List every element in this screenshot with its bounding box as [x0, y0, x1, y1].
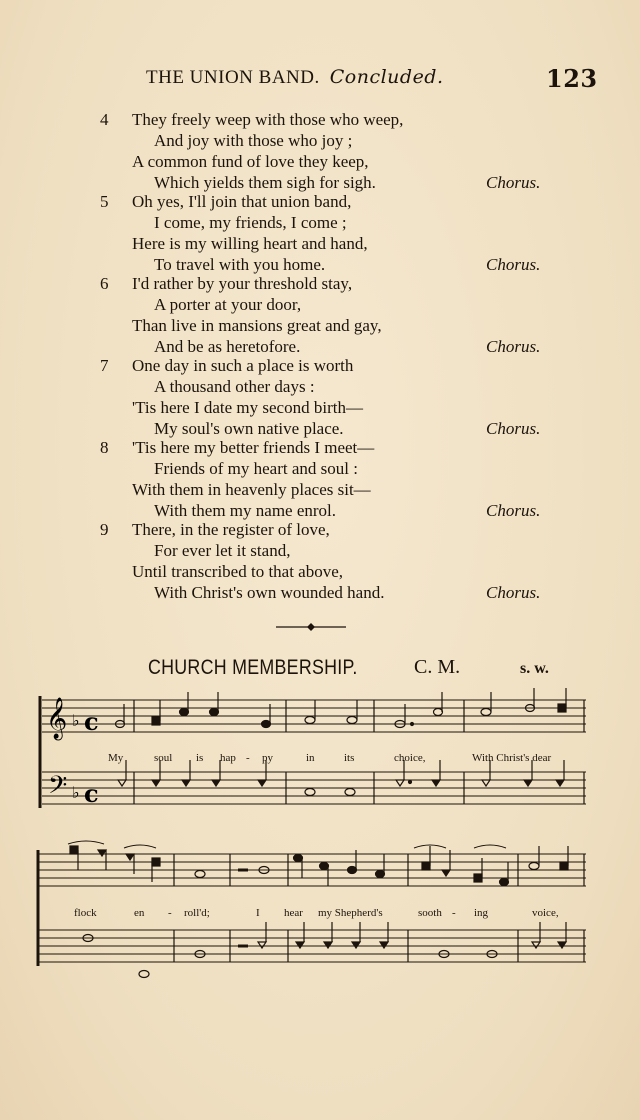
lyric-syllable: sooth [418, 907, 442, 919]
stanza [100, 519, 570, 603]
lyric-syllable: - [168, 907, 172, 919]
slurs-2 [68, 841, 506, 848]
stanza-line: And joy with those who joy ; [154, 131, 353, 150]
staff-bass-2 [38, 930, 586, 962]
lyric-syllable: - [452, 907, 456, 919]
stanza-number: 4 [100, 110, 109, 129]
stanza-line: There, in the register of love, [132, 520, 330, 539]
hymn-composer: s. w. [520, 660, 549, 677]
page-title: THE UNION BAND. [146, 67, 320, 88]
concluded-label: Concluded. [329, 66, 444, 88]
stanza-number: 7 [100, 356, 109, 375]
stanza-line: A thousand other days : [154, 377, 315, 396]
stanza [100, 273, 570, 357]
lyric-syllable: my Shepherd's [318, 907, 383, 919]
lyric-syllable: ing [474, 907, 489, 919]
hymn-meter: C. M. [414, 656, 461, 678]
stanza-line: 'Tis here my better friends I meet— [132, 438, 375, 457]
hymn-title: CHURCH MEMBERSHIP. [148, 656, 358, 679]
stanza [100, 437, 570, 521]
lyric-syllable: is [196, 752, 204, 764]
stanza-line: A porter at your door, [154, 295, 302, 314]
stanza [100, 191, 570, 275]
stanza-line: To travel with you home. [154, 255, 326, 274]
chorus-label: Chorus. [486, 337, 541, 356]
lyric-syllable: - [246, 752, 250, 764]
stanza-line: 'Tis here I date my second birth— [132, 398, 363, 417]
stanza-line: Until transcribed to that above, [132, 562, 344, 581]
lyric-syllable: hear [284, 907, 303, 919]
lyric-syllable: py [262, 752, 273, 764]
notes-bass-1 [118, 760, 564, 796]
stanza-number: 9 [100, 520, 109, 539]
stanza-line: With them in heavenly places sit— [132, 480, 371, 499]
stanza-line: My soul's own native place. [154, 419, 344, 438]
treble-clef-icon: 𝄞 [46, 698, 68, 739]
lyric-syllable: voice, [532, 907, 559, 919]
flat-key-bass-icon: ♭ [72, 783, 80, 802]
stanza-number: 8 [100, 438, 109, 457]
stanza-number: 6 [100, 274, 109, 293]
chorus-label: Chorus. [486, 583, 541, 602]
lyric-syllable: roll'd; [184, 907, 210, 919]
music-system-2 [34, 840, 594, 985]
common-time-icon: c [84, 707, 99, 736]
staff-bass-1 [42, 772, 586, 804]
page-number: 123 [546, 64, 598, 93]
stanza-number: 5 [100, 192, 109, 211]
running-head [146, 64, 598, 93]
stanza-line: A common fund of love they keep, [132, 152, 369, 171]
stanza-line: Which yields them sigh for sigh. [154, 173, 376, 192]
lyric-syllable: I [256, 907, 260, 919]
chorus-label: Chorus. [486, 173, 541, 192]
notes-treble-2 [70, 846, 568, 886]
stanza-line: With them my name enrol. [154, 501, 337, 520]
bass-clef-icon: 𝄢 [48, 771, 68, 806]
stanza-line: I'd rather by your threshold stay, [132, 274, 353, 293]
lyric-syllable: My [108, 752, 124, 764]
lyric-syllable: en [134, 907, 145, 919]
stanza-line: One day in such a place is worth [132, 356, 354, 375]
stanza-line: For ever let it stand, [154, 541, 291, 560]
common-time-bass-icon: c [84, 779, 99, 808]
stanza-line: Oh yes, I'll join that union band, [132, 192, 352, 211]
stanza-line: Friends of my heart and soul : [154, 459, 358, 478]
stanza-line: I come, my friends, I come ; [154, 213, 347, 232]
lyric-syllable: soul [154, 752, 173, 764]
chorus-label: Chorus. [486, 419, 541, 438]
lyric-syllable: in [306, 752, 315, 764]
ornament-divider [276, 622, 346, 632]
stanza-line: And be as heretofore. [154, 337, 301, 356]
chorus-label: Chorus. [486, 255, 541, 274]
stanza-line: Here is my willing heart and hand, [132, 234, 368, 253]
stanza-line: With Christ's own wounded hand. [154, 583, 385, 602]
flat-key-icon: ♭ [72, 711, 80, 730]
lyric-syllable: its [344, 752, 355, 764]
lyric-syllable: flock [74, 907, 97, 919]
lyric-syllable: With Christ's dear [472, 752, 552, 764]
stanza [100, 355, 570, 439]
stanza-line: They freely weep with those who weep, [132, 110, 404, 129]
stanza [100, 109, 570, 193]
lyric-syllable: hap [220, 752, 236, 764]
chorus-label: Chorus. [486, 501, 541, 520]
stanza-line: Than live in mansions great and gay, [132, 316, 382, 335]
lyric-syllable: choice, [394, 752, 426, 764]
